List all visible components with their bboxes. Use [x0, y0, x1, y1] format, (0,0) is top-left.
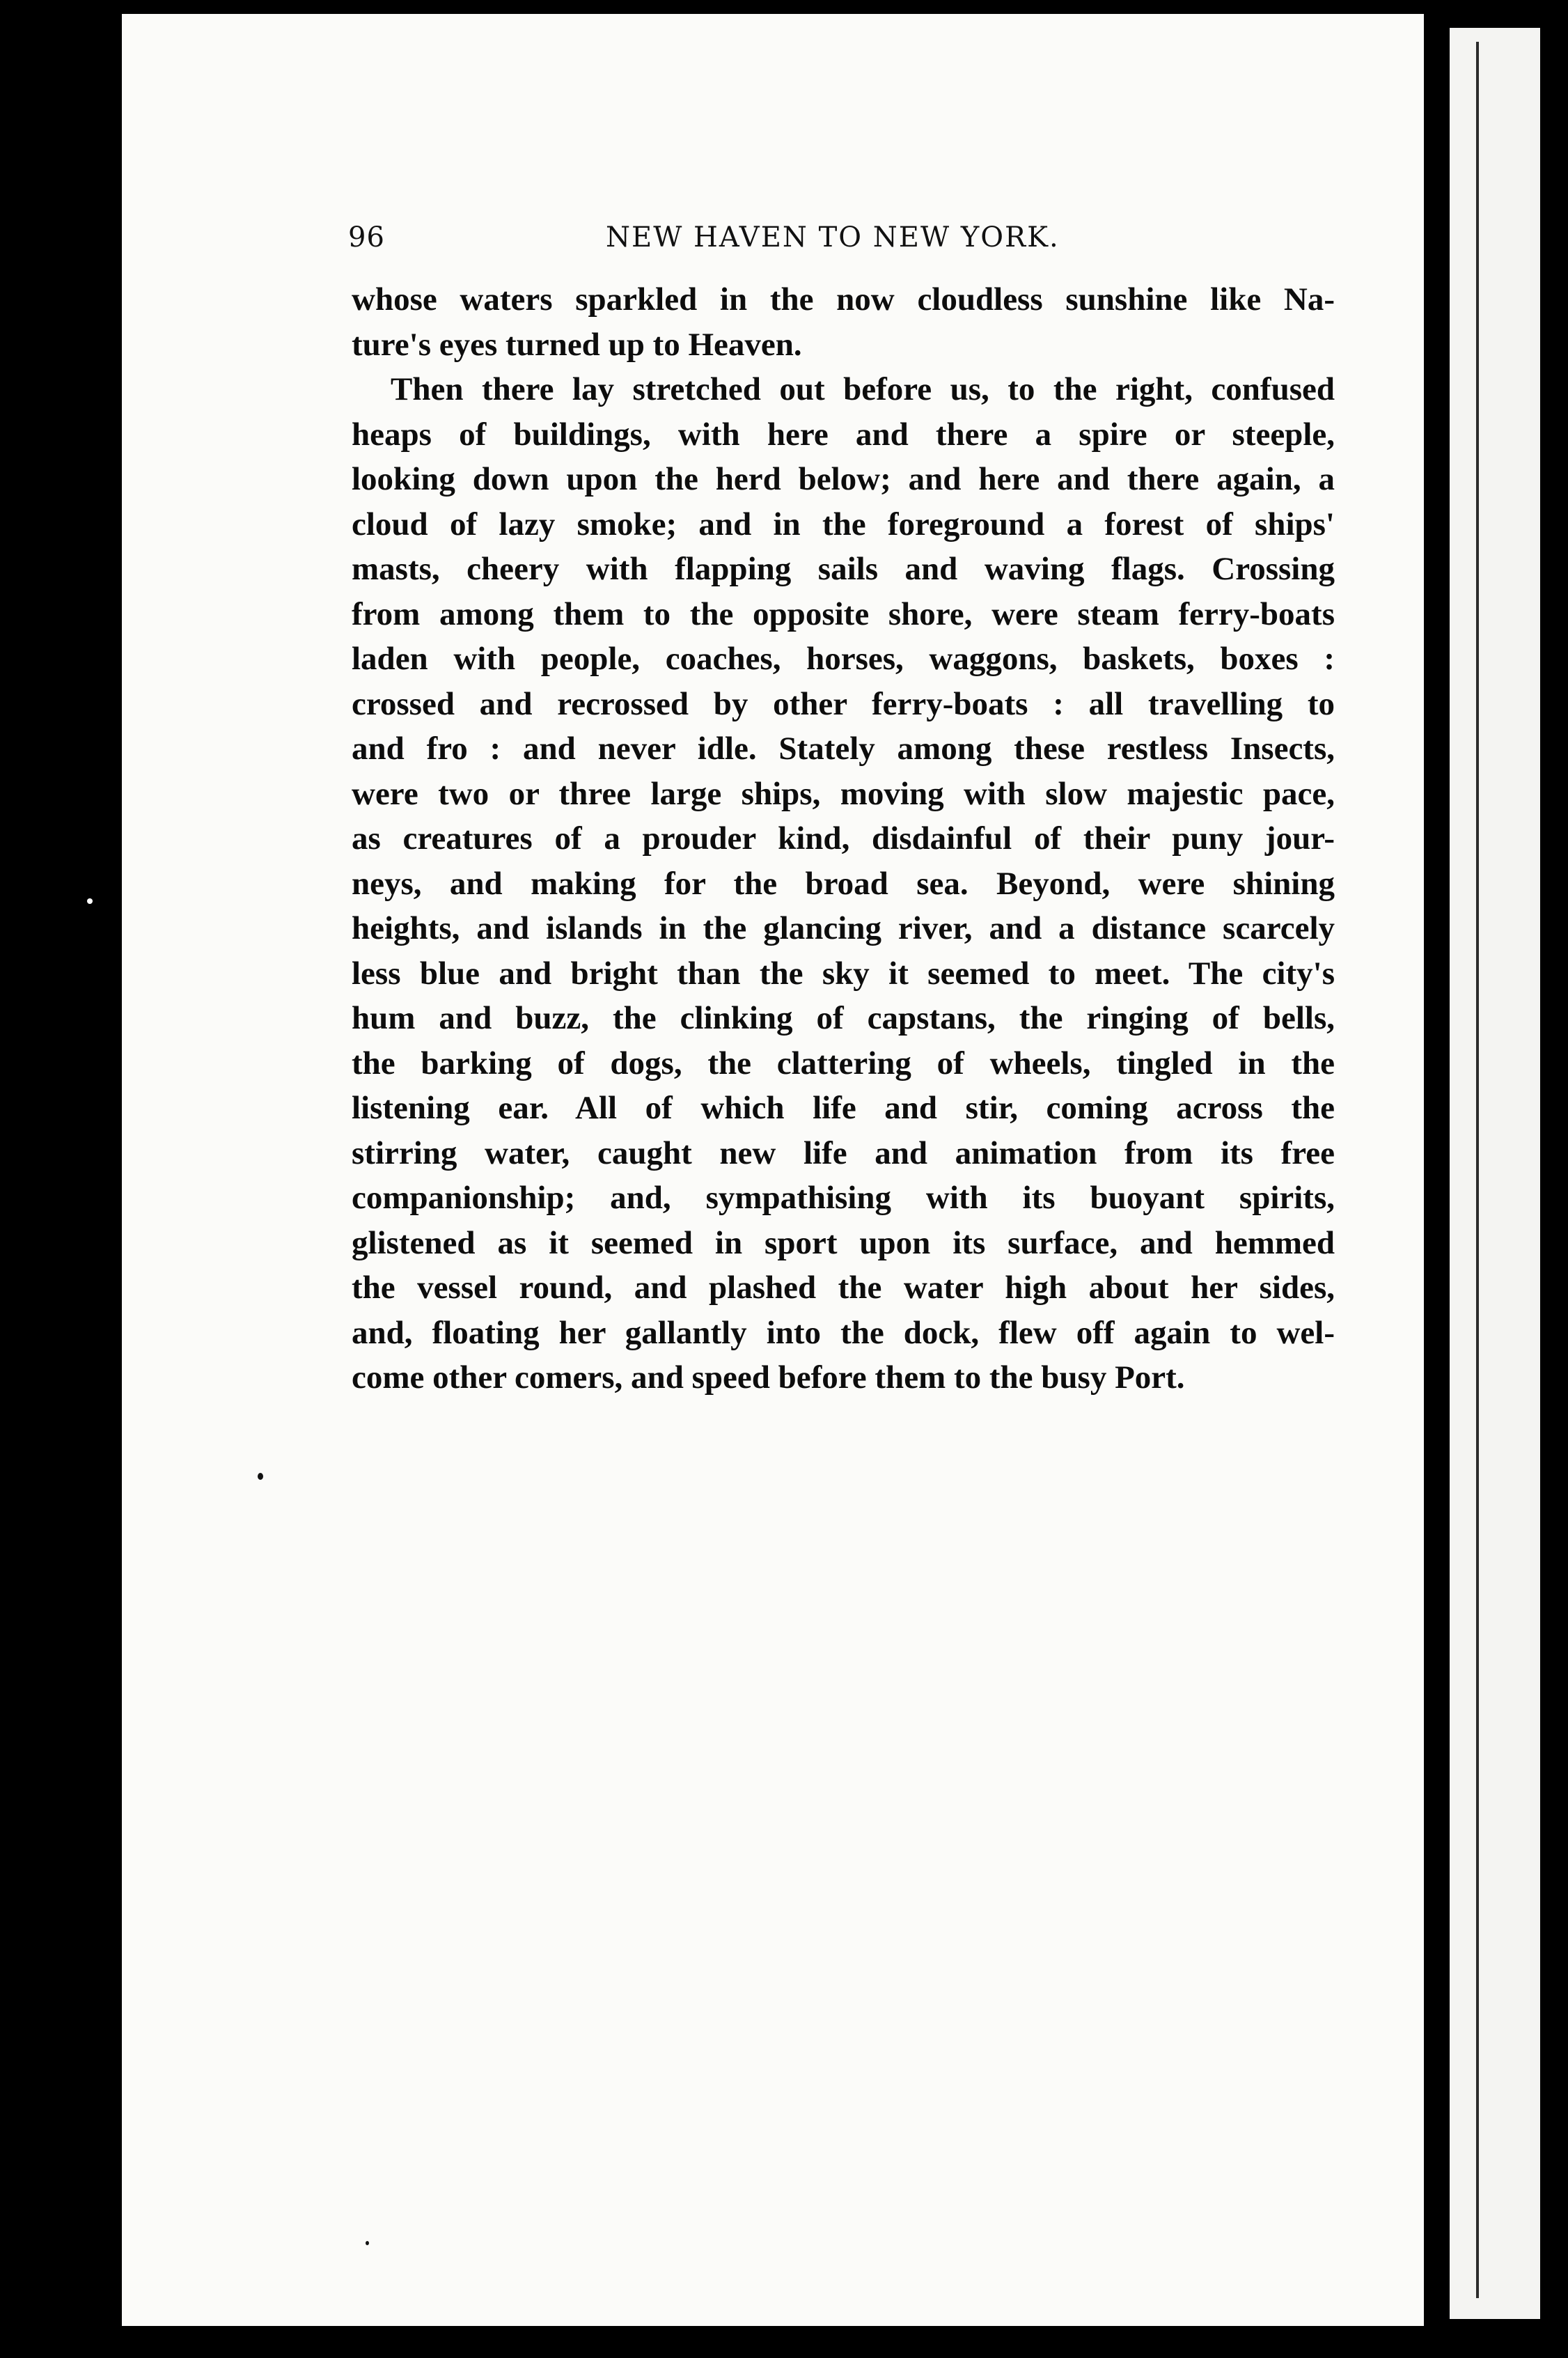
ink-speck	[366, 2241, 369, 2245]
text-line: as creatures of a prouder kind, disdainful of their puny jour-	[352, 820, 1335, 857]
text-line: listening ear. All of which life and stir, coming across the	[352, 1090, 1335, 1126]
running-head	[348, 221, 1337, 263]
ink-speck	[87, 898, 93, 904]
text-line: whose waters sparkled in the now cloudless sunshine like Na-	[352, 281, 1335, 318]
text-line: companionship; and, sympathising with its buoyant spirits,	[352, 1180, 1335, 1216]
gutter-shadow	[1476, 42, 1479, 2298]
text-line: heights, and islands in the glancing river, and a distance scarcely	[352, 910, 1335, 946]
text-line: ture's eyes turned up to Heaven.	[352, 326, 802, 363]
text-line: and, floating her gallantly into the dock, flew off again to wel-	[352, 1314, 1335, 1351]
text-line: from among them to the opposite shore, were steam ferry-boats	[352, 595, 1335, 632]
text-line: neys, and making for the broad sea. Beyond, were shining	[352, 865, 1335, 902]
running-title: NEW HAVEN TO NEW YORK.	[606, 221, 1060, 253]
paragraph	[352, 367, 1335, 1400]
page-number: 96	[348, 221, 385, 253]
ink-speck	[258, 1473, 263, 1480]
body-text	[352, 277, 1335, 1400]
text-line: stirring water, caught new life and animation from its free	[352, 1134, 1335, 1171]
text-line: looking down upon the herd below; and here and there again, a	[352, 461, 1335, 497]
text-line: come other comers, and speed before them to the busy Port.	[352, 1359, 1185, 1396]
text-line: cloud of lazy smoke; and in the foreground a forest of ships'	[352, 506, 1335, 542]
text-line: crossed and recrossed by other ferry-boats : all travelling to	[352, 685, 1335, 722]
text-line: less blue and bright than the sky it seemed to meet. The city's	[352, 955, 1335, 992]
text-line: the barking of dogs, the clattering of wheels, tingled in the	[352, 1045, 1335, 1082]
text-line: masts, cheery with flapping sails and waving flags. Crossing	[352, 551, 1335, 587]
text-line: Then there lay stretched out before us, to the right, confused	[391, 371, 1335, 407]
text-line: the vessel round, and plashed the water high about her sides,	[352, 1270, 1335, 1306]
paragraph	[352, 277, 1335, 367]
facing-page-edge	[1450, 28, 1540, 2319]
text-line: heaps of buildings, with here and there a spire or steeple,	[352, 416, 1335, 453]
text-line: laden with people, coaches, horses, waggons, baskets, boxes :	[352, 641, 1335, 677]
text-line: were two or three large ships, moving with slow majestic pace,	[352, 775, 1335, 812]
text-line: hum and buzz, the clinking of capstans, the ringing of bells,	[352, 1000, 1335, 1036]
text-line: glistened as it seemed in sport upon its surface, and hemmed	[352, 1224, 1335, 1261]
text-line: and fro : and never idle. Stately among these restless Insects,	[352, 731, 1335, 767]
